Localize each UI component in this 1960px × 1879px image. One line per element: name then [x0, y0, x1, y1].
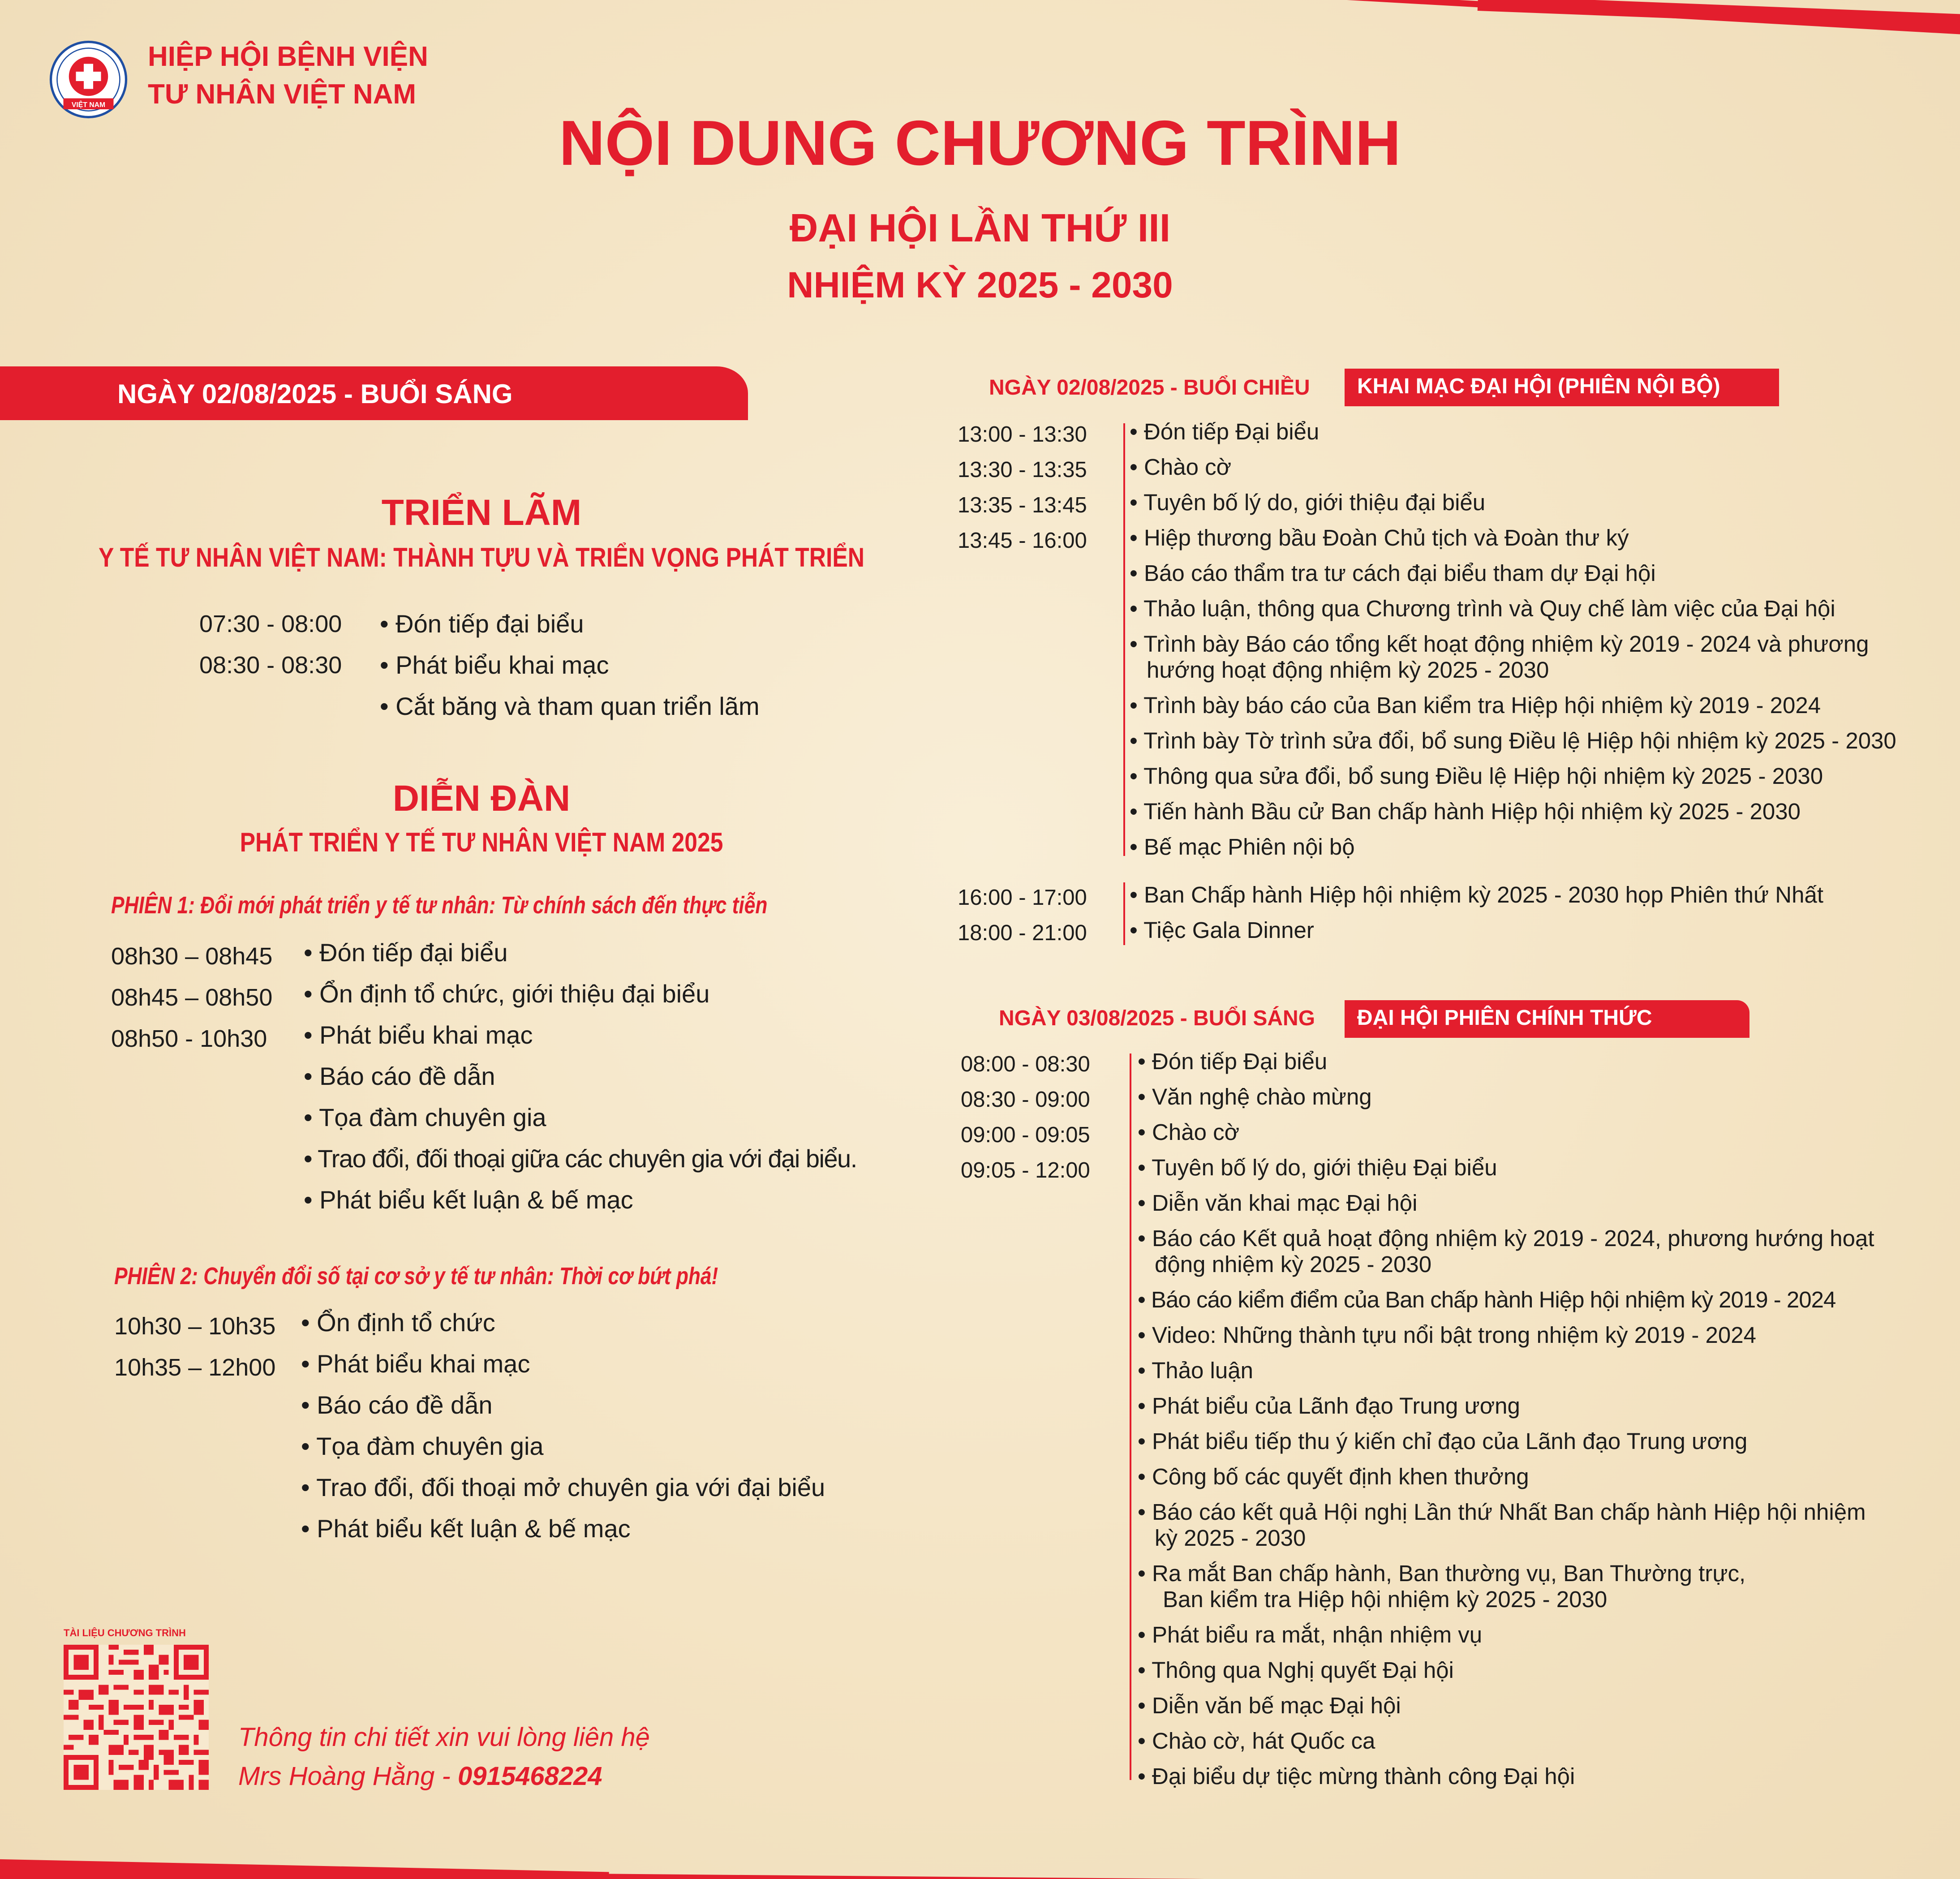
- session1-title: PHIÊN 1: Đổi mới phát triển y tế tư nhân: Từ chính sách đến thực tiễn: [111, 892, 768, 919]
- session1-time-3: 08h50 - 10h30: [111, 1025, 267, 1052]
- official-item-1: • Đón tiếp Đại biểu: [1138, 1049, 1328, 1074]
- official-item-15: • Phát biểu ra mắt, nhận nhiệm vụ: [1138, 1622, 1483, 1647]
- official-day-label: NGÀY 03/08/2025 - BUỔI SÁNG: [999, 1006, 1315, 1030]
- afternoon-item-10: • Thông qua sửa đổi, bổ sung Điều lệ Hiệp hội nhiệm kỳ 2025 - 2030: [1130, 763, 1823, 789]
- official-time-1: 08:00 - 08:30: [961, 1052, 1090, 1076]
- afternoon-item-11: • Tiến hành Bầu cử Ban chấp hành Hiệp hội nhiệm kỳ 2025 - 2030: [1130, 799, 1801, 824]
- official-item-14b: Ban kiểm tra Hiệp hội nhiệm kỳ 2025 - 2030: [1163, 1587, 1608, 1612]
- evening-item-2: • Tiệc Gala Dinner: [1130, 917, 1314, 943]
- session2-item-6: • Phát biểu kết luận & bế mạc: [301, 1514, 631, 1543]
- afternoon-item-4: • Hiệp thương bầu Đoàn Chủ tịch và Đoàn thư ký: [1130, 525, 1629, 550]
- official-item-13: • Báo cáo kết quả Hội nghị Lần thứ Nhất Ban chấp hành Hiệp hội nhiệm: [1138, 1499, 1866, 1525]
- session1-time-2: 08h45 – 08h50: [111, 984, 273, 1011]
- official-item-10: • Phát biểu của Lãnh đạo Trung ương: [1138, 1393, 1520, 1419]
- afternoon-vline: [1123, 423, 1125, 856]
- afternoon-time-4: 13:45 - 16:00: [958, 529, 1087, 553]
- afternoon-item-9: • Trình bày Tờ trình sửa đổi, bổ sung Điều lệ Hiệp hội nhiệm kỳ 2025 - 2030: [1130, 728, 1896, 753]
- organization-name-line2: TƯ NHÂN VIỆT NAM: [148, 79, 417, 110]
- afternoon-item-2: • Chào cờ: [1130, 454, 1232, 480]
- official-item-19: • Đại biểu dự tiệc mừng thành công Đại hội: [1138, 1763, 1575, 1789]
- exhibition-time-2: 08:30 - 08:30: [199, 652, 342, 679]
- page-subtitle-2: NHIỆM KỲ 2025 - 2030: [787, 265, 1173, 305]
- official-item-5: • Diễn văn khai mạc Đại hội: [1138, 1190, 1418, 1216]
- session2-item-5: • Trao đổi, đối thoại mở chuyên gia với đại biểu: [301, 1473, 825, 1501]
- contact-line2: [238, 1761, 602, 1791]
- exhibition-title: TRIỂN LÃM: [381, 492, 582, 533]
- contact-phone[interactable]: 0915468224: [457, 1762, 602, 1791]
- contact-line1: Thông tin chi tiết xin vui lòng liên hệ: [238, 1723, 650, 1752]
- session1-item-4: • Báo cáo đề dẫn: [304, 1062, 495, 1090]
- official-time-3: 09:00 - 09:05: [961, 1123, 1090, 1147]
- afternoon-item-3: • Tuyên bố lý do, giới thiệu đại biểu: [1130, 490, 1486, 515]
- official-item-17: • Diễn văn bế mạc Đại hội: [1138, 1693, 1401, 1718]
- forum-subtitle: PHÁT TRIỂN Y TẾ TƯ NHÂN VIỆT NAM 2025: [240, 827, 723, 857]
- session2-item-1: • Ổn định tổ chức: [301, 1308, 495, 1337]
- exhibition-item-2: • Phát biểu khai mạc: [380, 651, 609, 679]
- official-item-9: • Thảo luận: [1138, 1358, 1253, 1383]
- afternoon-item-8: • Trình bày báo cáo của Ban kiểm tra Hiệp hội nhiệm kỳ 2019 - 2024: [1130, 692, 1821, 718]
- session2-time-2: 10h35 – 12h00: [114, 1354, 276, 1381]
- session2-time-1: 10h30 – 10h35: [114, 1313, 276, 1340]
- official-time-4: 09:05 - 12:00: [961, 1158, 1090, 1182]
- afternoon-item-5: • Báo cáo thẩm tra tư cách đại biểu tham dự Đại hội: [1130, 560, 1656, 586]
- official-item-6b: động nhiệm kỳ 2025 - 2030: [1155, 1251, 1432, 1277]
- session1-item-2: • Ổn định tổ chức, giới thiệu đại biểu: [304, 980, 710, 1008]
- official-item-13b: kỳ 2025 - 2030: [1155, 1525, 1306, 1551]
- qr-label: TÀI LIỆU CHƯƠNG TRÌNH: [64, 1627, 186, 1638]
- official-item-11: • Phát biểu tiếp thu ý kiến chỉ đạo của Lãnh đạo Trung ương: [1138, 1428, 1748, 1454]
- official-item-3: • Chào cờ: [1138, 1119, 1240, 1145]
- evening-item-1: • Ban Chấp hành Hiệp hội nhiệm kỳ 2025 - 2030 họp Phiên thứ Nhất: [1130, 882, 1824, 907]
- official-item-18: • Chào cờ, hát Quốc ca: [1138, 1728, 1375, 1754]
- afternoon-item-1: • Đón tiếp Đại biểu: [1130, 419, 1320, 444]
- evening-time-1: 16:00 - 17:00: [958, 886, 1087, 910]
- forum-title: DIỄN ĐÀN: [392, 778, 571, 819]
- official-item-14: • Ra mắt Ban chấp hành, Ban thường vụ, Ban Thường trực,: [1138, 1561, 1746, 1586]
- official-item-7: • Báo cáo kiểm điểm của Ban chấp hành Hiệp hội nhiệm kỳ 2019 - 2024: [1138, 1287, 1836, 1312]
- exhibition-subtitle: Y TẾ TƯ NHÂN VIỆT NAM: THÀNH TỰU VÀ TRIỂN VỌNG PHÁT TRIỂN: [98, 542, 865, 572]
- official-item-16: • Thông qua Nghị quyết Đại hội: [1138, 1657, 1454, 1683]
- official-item-2: • Văn nghệ chào mừng: [1138, 1084, 1372, 1109]
- contact-name: Mrs Hoàng Hằng -: [238, 1762, 458, 1791]
- official-item-4: • Tuyên bố lý do, giới thiệu Đại biểu: [1138, 1155, 1497, 1180]
- session1-item-7: • Phát biểu kết luận & bế mạc: [304, 1186, 633, 1214]
- official-item-12: • Công bố các quyết định khen thưởng: [1138, 1464, 1529, 1489]
- afternoon-time-1: 13:00 - 13:30: [958, 422, 1087, 447]
- session2-item-3: • Báo cáo đề dẫn: [301, 1391, 493, 1419]
- session1-item-1: • Đón tiếp đại biểu: [304, 938, 508, 967]
- afternoon-item-6: • Thảo luận, thông qua Chương trình và Quy chế làm việc của Đại hội: [1130, 596, 1835, 621]
- afternoon-item-7b: hướng hoạt động nhiệm kỳ 2025 - 2030: [1147, 657, 1549, 683]
- left-day-label: NGÀY 02/08/2025 - BUỔI SÁNG: [117, 379, 513, 409]
- session1-item-3: • Phát biểu khai mạc: [304, 1021, 533, 1049]
- afternoon-time-3: 13:35 - 13:45: [958, 493, 1087, 517]
- evening-vline: [1123, 882, 1125, 945]
- session1-item-5: • Tọa đàm chuyên gia: [304, 1103, 546, 1131]
- session2-item-2: • Phát biểu khai mạc: [301, 1350, 530, 1378]
- qr-code-icon[interactable]: [64, 1645, 209, 1790]
- page-subtitle-1: ĐẠI HỘI LẦN THỨ III: [789, 206, 1171, 250]
- page-title: NỘI DUNG CHƯƠNG TRÌNH: [559, 107, 1401, 179]
- afternoon-day-label: NGÀY 02/08/2025 - BUỔI CHIỀU: [989, 376, 1310, 400]
- session2-item-4: • Tọa đàm chuyên gia: [301, 1432, 544, 1460]
- organization-name-line1: HIỆP HỘI BỆNH VIỆN: [148, 41, 428, 72]
- official-item-6: • Báo cáo Kết quả hoạt động nhiệm kỳ 2019 - 2024, phương hướng hoạt: [1138, 1225, 1874, 1251]
- afternoon-item-7: • Trình bày Báo cáo tổng kết hoạt động nhiệm kỳ 2019 - 2024 và phương: [1130, 631, 1869, 657]
- session1-item-6: • Trao đổi, đối thoại giữa các chuyên gia với đại biểu.: [304, 1144, 857, 1173]
- session1-time-1: 08h30 – 08h45: [111, 943, 273, 970]
- official-time-2: 08:30 - 09:00: [961, 1088, 1090, 1112]
- organization-name: [148, 38, 428, 113]
- svg-text:VIỆT NAM: VIỆT NAM: [71, 101, 106, 109]
- bottom-stripe-1: [0, 1859, 609, 1879]
- session2-title: PHIÊN 2: Chuyển đổi số tại cơ sở y tế tư nhân: Thời cơ bứt phá!: [114, 1263, 718, 1290]
- official-vline: [1130, 1053, 1131, 1780]
- exhibition-item-1: • Đón tiếp đại biểu: [380, 610, 584, 638]
- official-item-8: • Video: Những thành tựu nổi bật trong nhiệm kỳ 2019 - 2024: [1138, 1322, 1756, 1348]
- evening-time-2: 18:00 - 21:00: [958, 921, 1087, 945]
- afternoon-item-12: • Bế mạc Phiên nội bộ: [1130, 834, 1355, 860]
- official-box-label: ĐẠI HỘI PHIÊN CHÍNH THỨC: [1345, 1000, 1749, 1038]
- bottom-stripe-2: [537, 1873, 1209, 1879]
- exhibition-time-1: 07:30 - 08:00: [199, 611, 342, 637]
- afternoon-box-label: KHAI MẠC ĐẠI HỘI (PHIÊN NỘI BỘ): [1345, 369, 1779, 406]
- exhibition-item-3: • Cắt băng và tham quan triển lãm: [380, 692, 760, 720]
- afternoon-time-2: 13:30 - 13:35: [958, 458, 1087, 482]
